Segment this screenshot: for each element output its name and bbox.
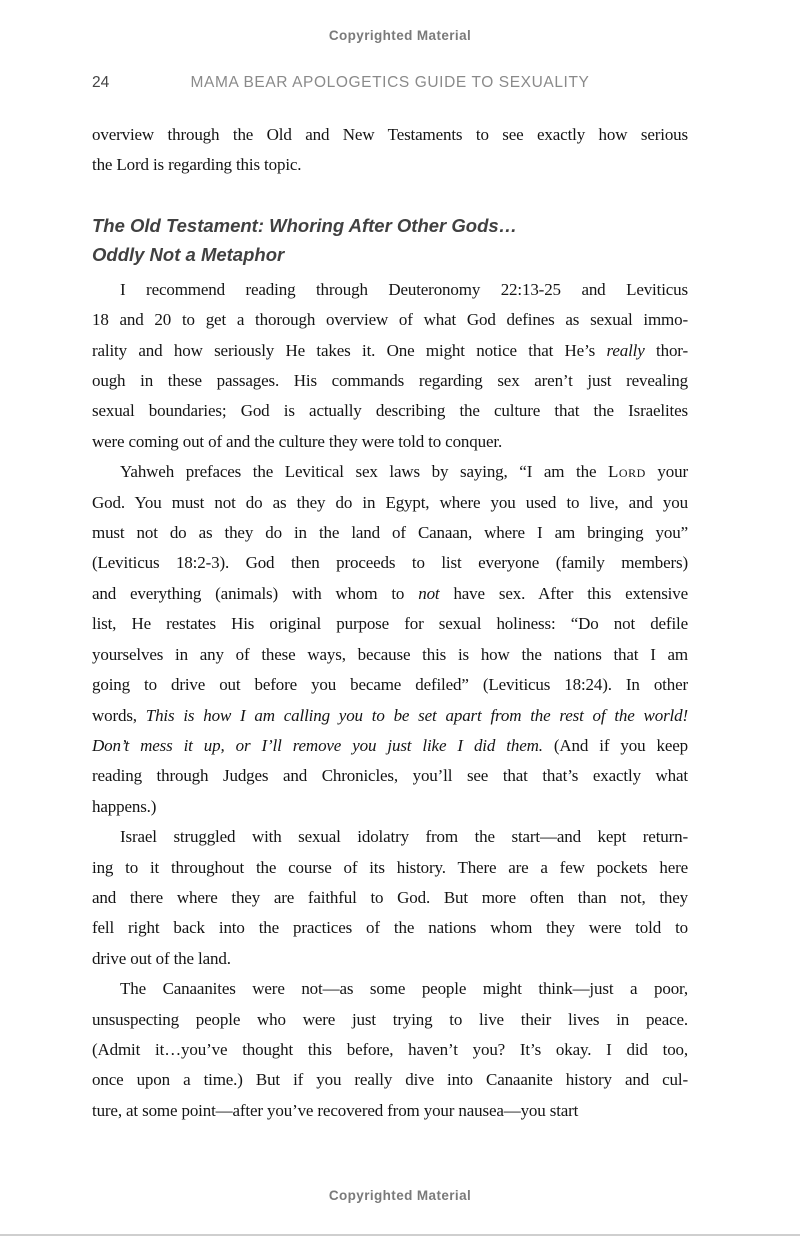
text-line: [92, 120, 688, 150]
text-line: [92, 457, 688, 487]
body-run: words,: [92, 705, 146, 725]
text-line: [92, 1096, 688, 1126]
text-line: [92, 944, 688, 974]
body-run: reading through Judges and Chronicles, you’ll see that that’s exactly what: [92, 766, 688, 786]
running-header-title: MAMA BEAR APOLOGETICS GUIDE TO SEXUALITY: [190, 74, 590, 91]
body-run: sexual boundaries; God is actually describing the culture that the Israelites: [92, 401, 688, 421]
italic-text: This is how I am calling you to be set apart from the rest of the world!: [145, 705, 688, 725]
body-run: list, He restates His original purpose for sexual holiness: “Do not defile: [92, 614, 688, 634]
paragraph: [92, 275, 688, 457]
body-run: have sex. After this extensive: [439, 583, 688, 603]
italic-text: not: [418, 583, 440, 603]
body-run: The Canaanites were not—as some people might think—just a poor,: [120, 979, 688, 999]
body-run: Israel struggled with sexual idolatry from the start—and kept return-: [120, 827, 688, 847]
italic-text: Don’t mess it up, or I’ll remove you just like I did them.: [92, 735, 543, 755]
italic-text: really: [606, 340, 645, 360]
text-line: [92, 305, 688, 335]
text-line: [92, 240, 688, 269]
body-run: happens.): [92, 796, 157, 816]
body-run: God. You must not do as they do in Egypt, where you used to live, and you: [92, 492, 688, 512]
text-line: [92, 640, 688, 670]
body-run: were coming out of and the culture they were told to conquer.: [92, 431, 503, 451]
text-line: [92, 974, 688, 1004]
page-number: 24: [92, 74, 110, 91]
body-run: 18 and 20 to get a thorough overview of what God defines as sexual immo-: [92, 310, 688, 330]
text-line: [92, 518, 688, 548]
body-run: ough in these passages. His commands regarding sex aren’t just revealing: [92, 371, 688, 391]
body-run: and everything (animals) with whom to: [92, 583, 419, 603]
body-run: the Lord is regarding this topic.: [92, 155, 302, 175]
text-line: [92, 913, 688, 943]
body-run: fell right back into the practices of the nations whom they were told to: [92, 918, 688, 938]
paragraph: [92, 822, 688, 974]
text-line: [92, 609, 688, 639]
body-run: Yahweh prefaces the Levitical sex laws by saying, “I am the: [120, 462, 609, 482]
body-run: going to drive out before you became defiled” (Leviticus 18:24). In other: [92, 675, 688, 695]
body-run: ing to it throughout the course of its history. There are a few pockets here: [92, 857, 688, 877]
text-line: [92, 853, 688, 883]
body-run: (Admit it…you’ve thought this before, haven’t you? It’s okay. I did too,: [92, 1039, 688, 1059]
text-line: [92, 579, 688, 609]
text-line: [92, 731, 688, 761]
body-run: yourselves in any of these ways, because this is how the nations that I am: [92, 644, 688, 664]
body-run: overview through the Old and New Testaments to see exactly how serious: [92, 125, 688, 144]
copyright-notice-top: Copyrighted Material: [328, 28, 472, 43]
text-line: [92, 1005, 688, 1035]
body-run: once upon a time.) But if you really dive into Canaanite history and cul-: [92, 1070, 688, 1090]
section-heading: [92, 211, 688, 269]
body-run: thor-: [644, 340, 688, 360]
paragraph: [92, 974, 688, 1126]
body-run: The Old Testament: Whoring After Other Gods…: [92, 214, 518, 236]
text-line: [92, 366, 688, 396]
body-run: rality and how seriously He takes it. One might notice that He’s: [92, 340, 607, 360]
text-line: [92, 336, 688, 366]
text-line: [92, 1035, 688, 1065]
text-line: [92, 396, 688, 426]
text-line: [92, 488, 688, 518]
text-line: [92, 761, 688, 791]
body-run: unsuspecting people who were just trying to live their lives in peace.: [92, 1009, 688, 1029]
body-run: drive out of the land.: [92, 948, 231, 968]
body-run: (And if you keep: [542, 735, 688, 755]
text-line: [92, 275, 688, 305]
copyright-notice-bottom: Copyrighted Material: [328, 1188, 472, 1203]
body-run: (Leviticus 18:2-3). God then proceeds to list everyone (family members): [92, 553, 688, 573]
text-line: [92, 1065, 688, 1095]
running-header: [92, 74, 688, 94]
body-run: must not do as they do in the land of Canaan, where I am bringing you”: [92, 523, 688, 543]
text-line: [92, 883, 688, 913]
body-run: I recommend reading through Deuteronomy 22:13-25 and Leviticus: [120, 279, 688, 299]
smallcaps-text: Lord: [608, 462, 646, 482]
paragraph: [92, 120, 688, 181]
body-run: ture, at some point—after you’ve recovered from your nausea—you start: [92, 1100, 579, 1120]
body-text: [92, 120, 688, 1126]
text-line: [92, 150, 688, 180]
text-line: [92, 211, 688, 240]
body-run: and there where they are faithful to God. But more often than not, they: [92, 887, 688, 907]
body-run: Oddly Not a Metaphor: [92, 243, 285, 265]
paragraph: [92, 457, 688, 822]
text-line: [92, 822, 688, 852]
text-line: [92, 427, 688, 457]
text-line: [92, 670, 688, 700]
text-line: [92, 701, 688, 731]
text-line: [92, 792, 688, 822]
text-line: [92, 548, 688, 578]
body-run: your: [645, 462, 688, 482]
